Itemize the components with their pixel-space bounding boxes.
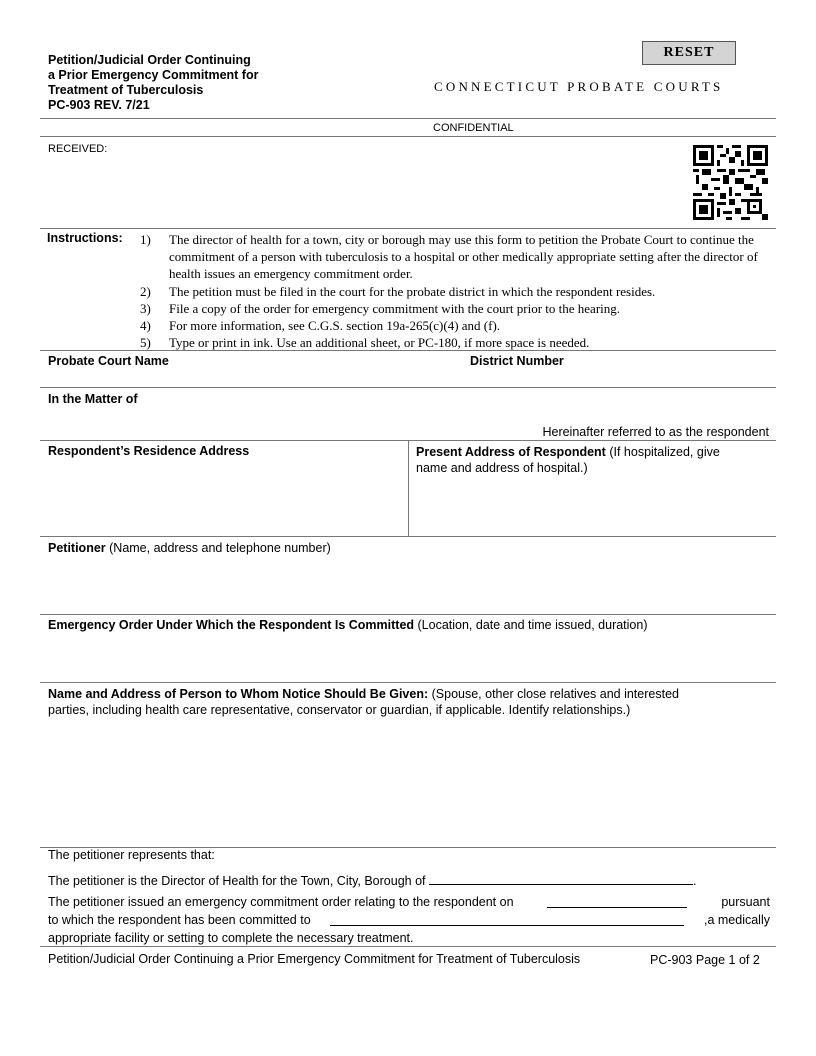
director-of-health-text: The petitioner is the Director of Health for the Town, City, Borough of <box>48 874 426 888</box>
petitioner-field[interactable] <box>48 541 331 555</box>
instruction-item <box>140 317 760 334</box>
instruction-text: Type or print in ink. Use an additional sheet, or PC-180, if more space is needed. <box>169 335 590 351</box>
form-number: PC-903 REV. 7/21 <box>48 98 150 112</box>
footer-form-title: Petition/Judicial Order Continuing a Prior Emergency Commitment for Treatment of Tuberculosis <box>48 952 581 966</box>
pursuant-text: pursuant <box>721 895 770 909</box>
instruction-item <box>140 300 760 317</box>
present-address-note: name and address of hospital.) <box>416 461 588 475</box>
facility-input[interactable] <box>330 913 684 926</box>
present-address-note: (If hospitalized, give <box>605 445 720 459</box>
instruction-item <box>140 231 760 283</box>
medically-text: ,a medically <box>703 913 770 927</box>
notice-note: (Spouse, other close relatives and interested <box>428 687 679 701</box>
order-date-text: The petitioner issued an emergency commitment order relating to the respondent on <box>48 895 514 909</box>
form-title-line: Treatment of Tuberculosis <box>48 83 204 97</box>
instruction-number: 2) <box>140 283 151 299</box>
instruction-number: 3) <box>140 300 151 316</box>
order-date-input[interactable] <box>547 895 687 908</box>
instruction-text: File a copy of the order for emergency commitment with the court prior to the hearing. <box>169 300 621 316</box>
order-date-line <box>48 895 770 909</box>
instructions-label: Instructions: <box>47 231 123 245</box>
footer-page-number: PC-903 Page 1 of 2 <box>650 953 760 967</box>
instruction-number: 4) <box>140 318 151 334</box>
facility-line <box>48 913 770 927</box>
form-title-line: a Prior Emergency Commitment for <box>48 68 259 82</box>
reset-button[interactable]: RESET <box>642 41 736 65</box>
received-label: RECEIVED: <box>48 143 108 155</box>
instruction-number: 1) <box>140 232 151 247</box>
form-title-line: Petition/Judicial Order Continuing <box>48 53 251 67</box>
column-divider <box>408 440 409 536</box>
residence-address-field[interactable]: Respondent’s Residence Address <box>48 444 250 458</box>
divider <box>40 536 776 537</box>
emergency-order-note: (Location, date and time issued, duration) <box>414 618 648 632</box>
form-title <box>48 53 258 113</box>
divider <box>40 614 776 615</box>
petitioner-note: (Name, address and telephone number) <box>105 541 331 555</box>
confidential-label: CONFIDENTIAL <box>433 122 514 134</box>
hereinafter-note: Hereinafter referred to as the respondent <box>542 425 769 439</box>
qr-code-icon <box>693 145 768 220</box>
instruction-item <box>140 283 760 300</box>
present-address-field[interactable] <box>416 444 720 476</box>
director-of-health-line <box>48 872 696 888</box>
instruction-text: For more information, see C.G.S. section 19a-265(c)(4) and (f). <box>169 318 501 334</box>
instruction-item <box>140 334 760 351</box>
instruction-text: The director of health for a town, city or borough may use this form to petition the Probate Court to continue the commitment of a person with tuberculosis to a hospital or other medically appropriate setting after the director of health issues an emergency commitment order. <box>169 232 758 282</box>
instruction-text: The petition must be filed in the court for the probate district in which the respondent resides. <box>169 283 656 299</box>
divider <box>40 682 776 683</box>
district-number-field[interactable]: District Number <box>470 354 564 368</box>
divider <box>40 387 776 388</box>
probate-court-name-field[interactable]: Probate Court Name <box>48 354 169 368</box>
in-the-matter-of-field[interactable]: In the Matter of <box>48 392 138 406</box>
committed-to-text: to which the respondent has been committed to <box>48 913 311 927</box>
instructions-list <box>140 231 760 351</box>
notice-field[interactable] <box>48 686 679 718</box>
appropriate-facility-text: appropriate facility or setting to complete the necessary treatment. <box>48 931 414 945</box>
notice-label: Name and Address of Person to Whom Notice Should Be Given: <box>48 687 429 701</box>
period-text: . <box>693 874 697 888</box>
divider <box>40 136 776 137</box>
represents-intro: The petitioner represents that: <box>48 848 215 862</box>
notice-note: parties, including health care representative, conservator or guardian, if applicable. Identify relationships.) <box>48 703 631 717</box>
divider <box>40 350 776 351</box>
emergency-order-field[interactable] <box>48 618 648 632</box>
present-address-label: Present Address of Respondent <box>416 445 606 459</box>
town-city-borough-input[interactable] <box>429 872 693 885</box>
divider <box>40 118 776 119</box>
divider <box>40 228 776 229</box>
divider <box>40 946 776 947</box>
instruction-number: 5) <box>140 335 151 351</box>
court-name: CONNECTICUT PROBATE COURTS <box>434 79 724 94</box>
petitioner-label: Petitioner <box>48 541 106 555</box>
emergency-order-label: Emergency Order Under Which the Respondent Is Committed <box>48 618 415 632</box>
